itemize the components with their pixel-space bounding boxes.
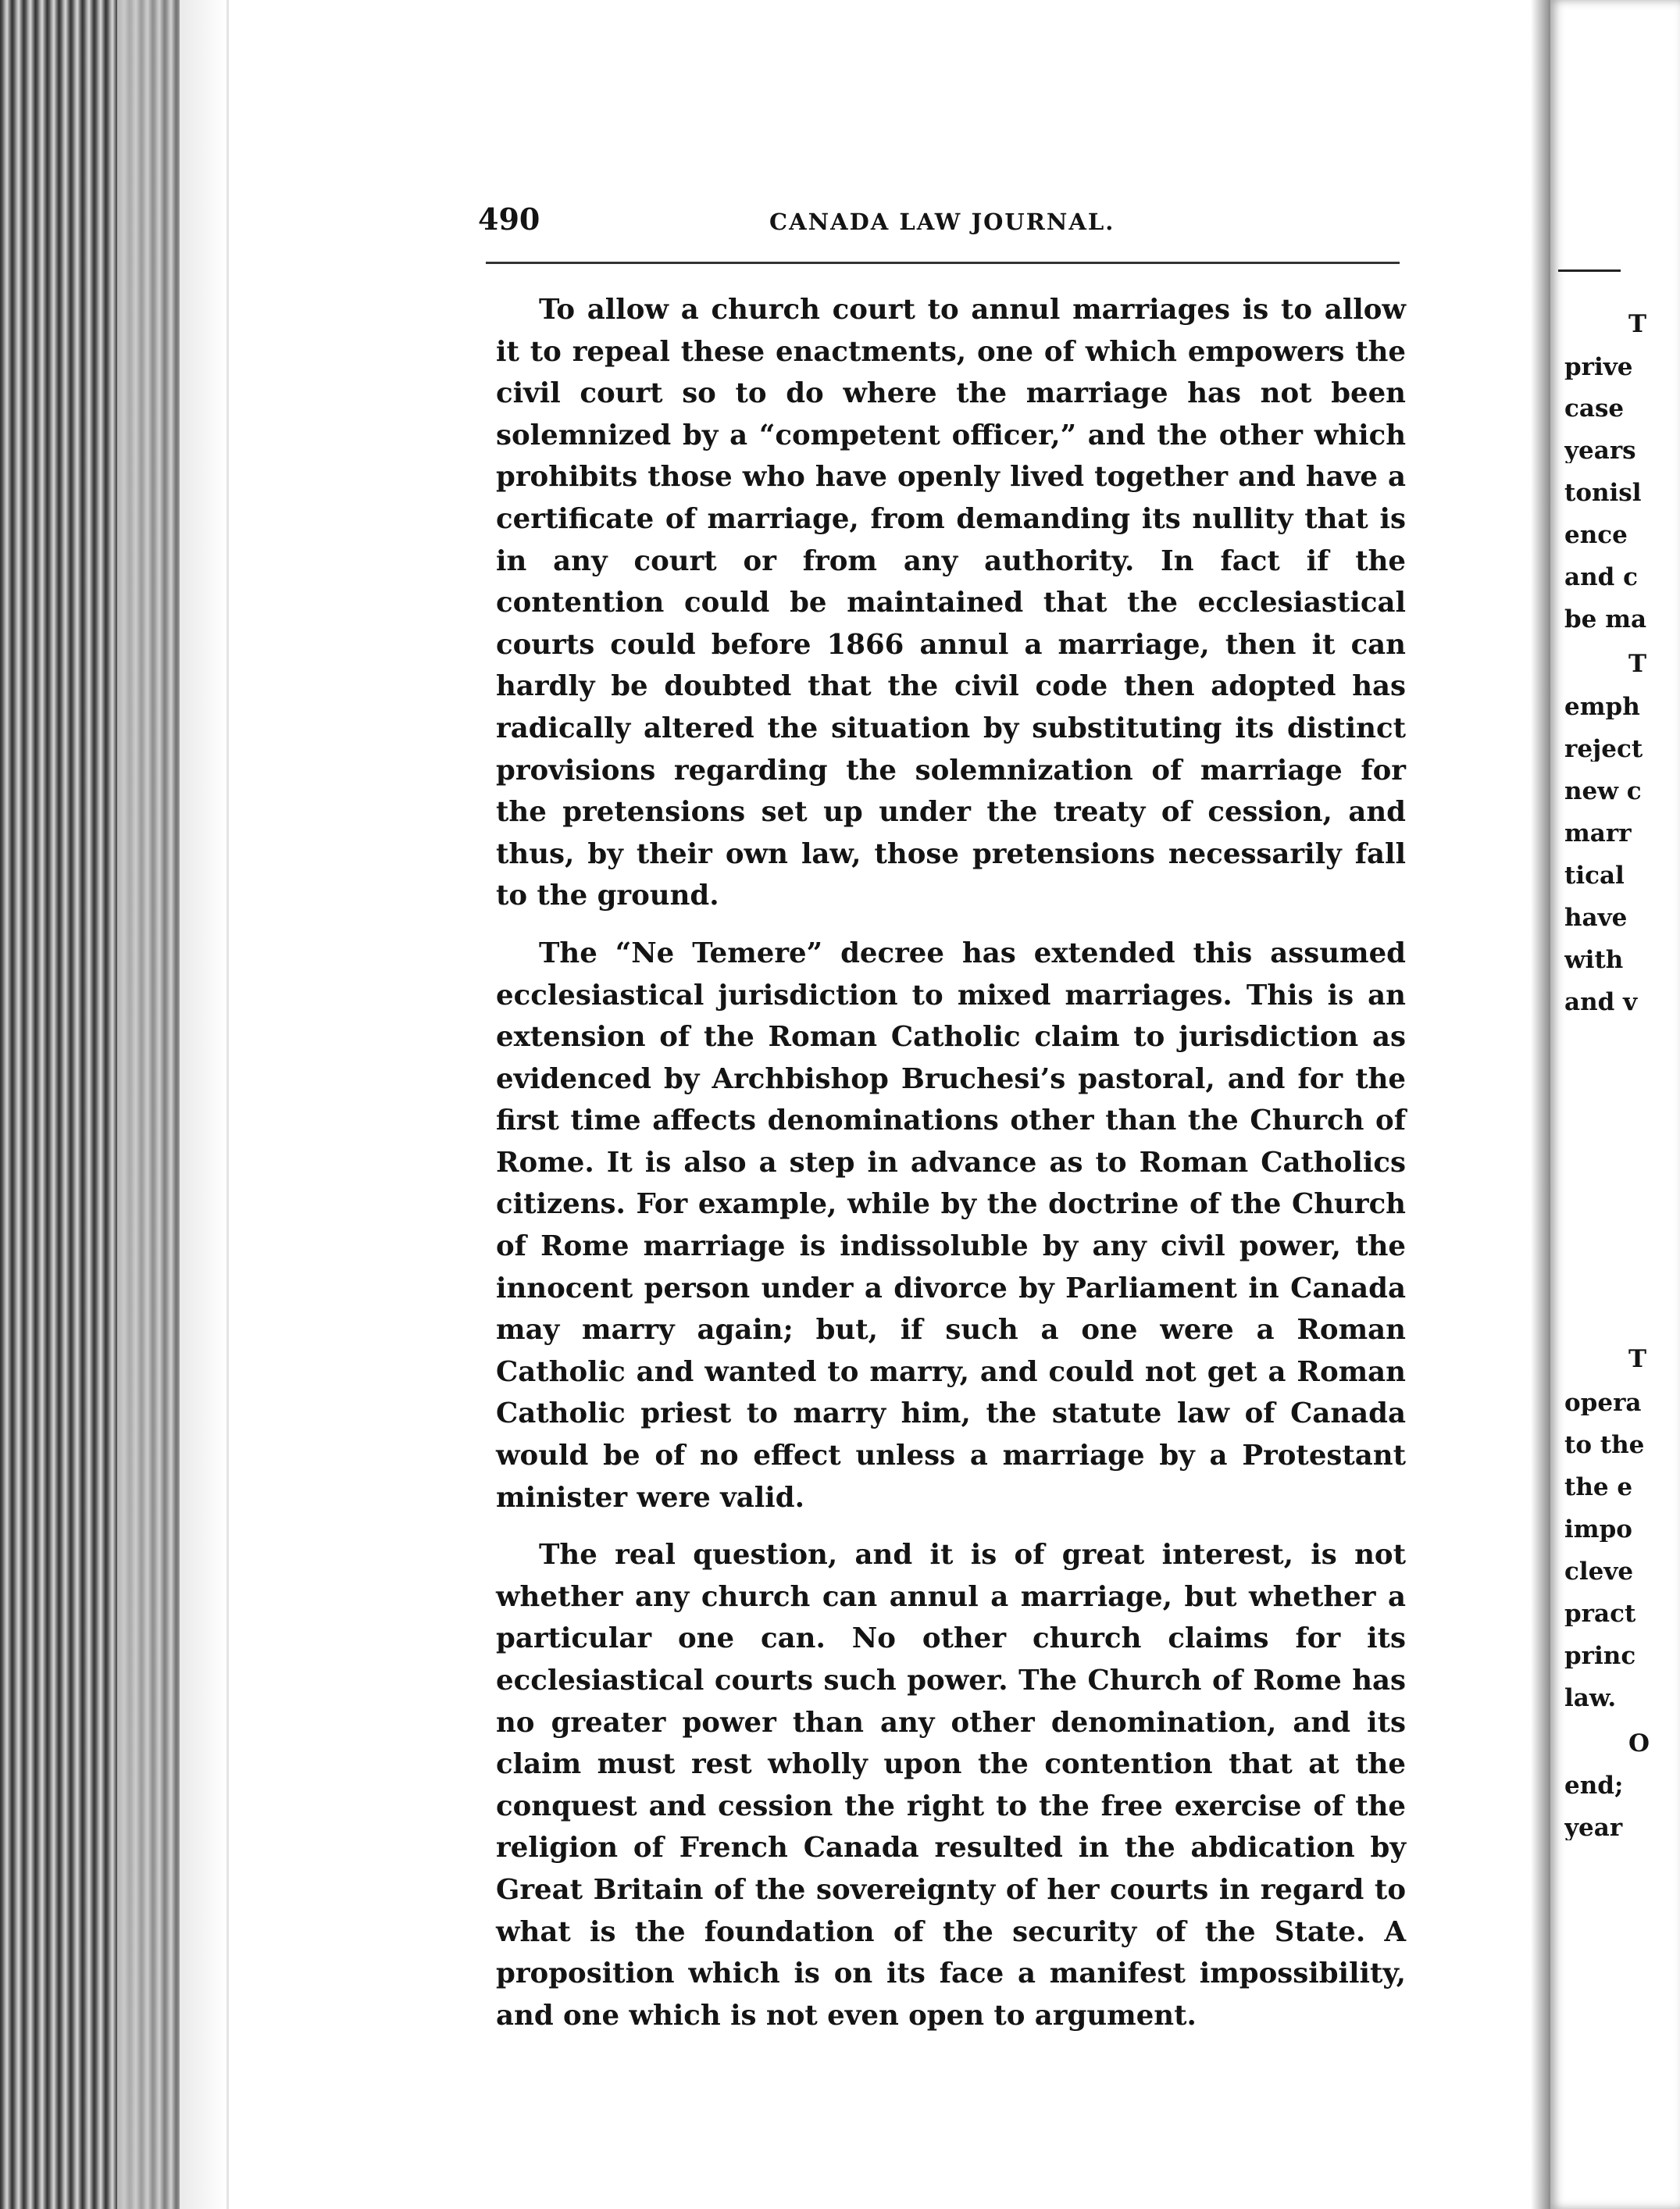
facing-page-fragment: to the — [1564, 1433, 1645, 1458]
facing-page-rule — [1558, 269, 1621, 272]
running-head: CANADA LAW JOURNAL. — [769, 209, 1115, 235]
facing-page-fragment: ence — [1564, 523, 1628, 548]
facing-page-fragment: years — [1564, 439, 1636, 463]
facing-page-fragment: have — [1564, 906, 1628, 930]
facing-page-fragment: case — [1564, 397, 1625, 421]
page-edge — [226, 0, 229, 2209]
body-text — [496, 289, 1406, 2052]
facing-page-fragment: pract — [1564, 1602, 1636, 1626]
page-number: 490 — [478, 202, 540, 237]
paragraph: The “Ne Temere” decree has extended this assumed ecclesiastical jurisdiction to mixed marriages. This is an extension of the Roman Catholic claim to jurisdiction as evidenced by Archbishop Bruchesi’s pastoral, and for the first time affects denominations other than the Church of Rome. It is also a step in advance as to Roman Catholics citizens. For example, while by the doctrine of the Church of Rome marriage is indissoluble by any civil power, the innocent person under a divorce by Parliament in Canada may marry again; but, if such a one were a Roman Catholic and wanted to marry, and could not get a Roman Catholic priest to marry him, the statute law of Canada would be of no effect unless a marriage by a Protestant minister were valid. — [496, 937, 1406, 1514]
facing-page-fragment: T — [1628, 1347, 1647, 1372]
facing-page-fragment: marr — [1564, 822, 1632, 846]
facing-page-fragment: O — [1628, 1732, 1650, 1756]
facing-page-fragment: reject — [1564, 737, 1643, 762]
paragraph: To allow a church court to annul marriages is to allow it to repeal these enactments, one of which empowers the civil court so to do where the marriage has not been solemnized by a “competent officer,” and the other which prohibits those who have openly lived together and have a certificate of marriage, from demanding its nullity that is in any court or from any authority. In fact if the contention could be maintained that the ecclesiastical courts could before 1866 annul a marriage, then it can hardly be doubted that the civil code then adopted has radically altered the situation by substituting its distinct provisions regarding the solemnization of marriage for the pretensions set up under the treaty of cession, and thus, by their own law, those pretensions necessarily fall to the ground. — [496, 294, 1406, 912]
paragraph: The real question, and it is of great interest, is not whether any church can annul a marriage, but whether a particular one can. No other church claims for its ecclesiastical courts such power. The Church of Rome has no greater power than any other denomination, and its claim must rest wholly upon the contention that at the conquest and cession the right to the free exercise of the religion of French Canada resulted in the abdication by Great Britain of the sovereignty of her courts in regard to what is the foundation of the security of the State. A proposition which is on its face a manifest impossibility, and one which is not even open to argument. — [496, 1539, 1406, 2032]
facing-page-fragment: law. — [1564, 1686, 1617, 1711]
facing-page-fragment: end; — [1564, 1774, 1624, 1798]
facing-page-fragment: be ma — [1564, 608, 1647, 632]
facing-page-fragment: tical — [1564, 864, 1625, 888]
facing-page-fragment: emph — [1564, 695, 1640, 719]
facing-page-fragment: opera — [1564, 1391, 1642, 1415]
facing-page-fragment: impo — [1564, 1518, 1632, 1542]
facing-page-fragment: and c — [1564, 566, 1638, 590]
facing-page-fragment: year — [1564, 1816, 1623, 1840]
header-rule — [486, 262, 1400, 264]
facing-page-fragment: and v — [1564, 990, 1638, 1015]
facing-page-fragment: tonisl — [1564, 481, 1642, 505]
facing-page-fragment: T — [1628, 312, 1647, 337]
facing-page-fragment: T — [1628, 652, 1647, 676]
facing-page-fragment: the e — [1564, 1476, 1633, 1500]
facing-page-fragment: prive — [1564, 355, 1633, 380]
facing-page-fragment: with — [1564, 948, 1624, 972]
facing-page-fragment: princ — [1564, 1644, 1636, 1668]
facing-page-fragment: new c — [1564, 780, 1642, 804]
gutter-shading — [117, 0, 226, 2209]
facing-page-fragment: cleve — [1564, 1560, 1634, 1584]
